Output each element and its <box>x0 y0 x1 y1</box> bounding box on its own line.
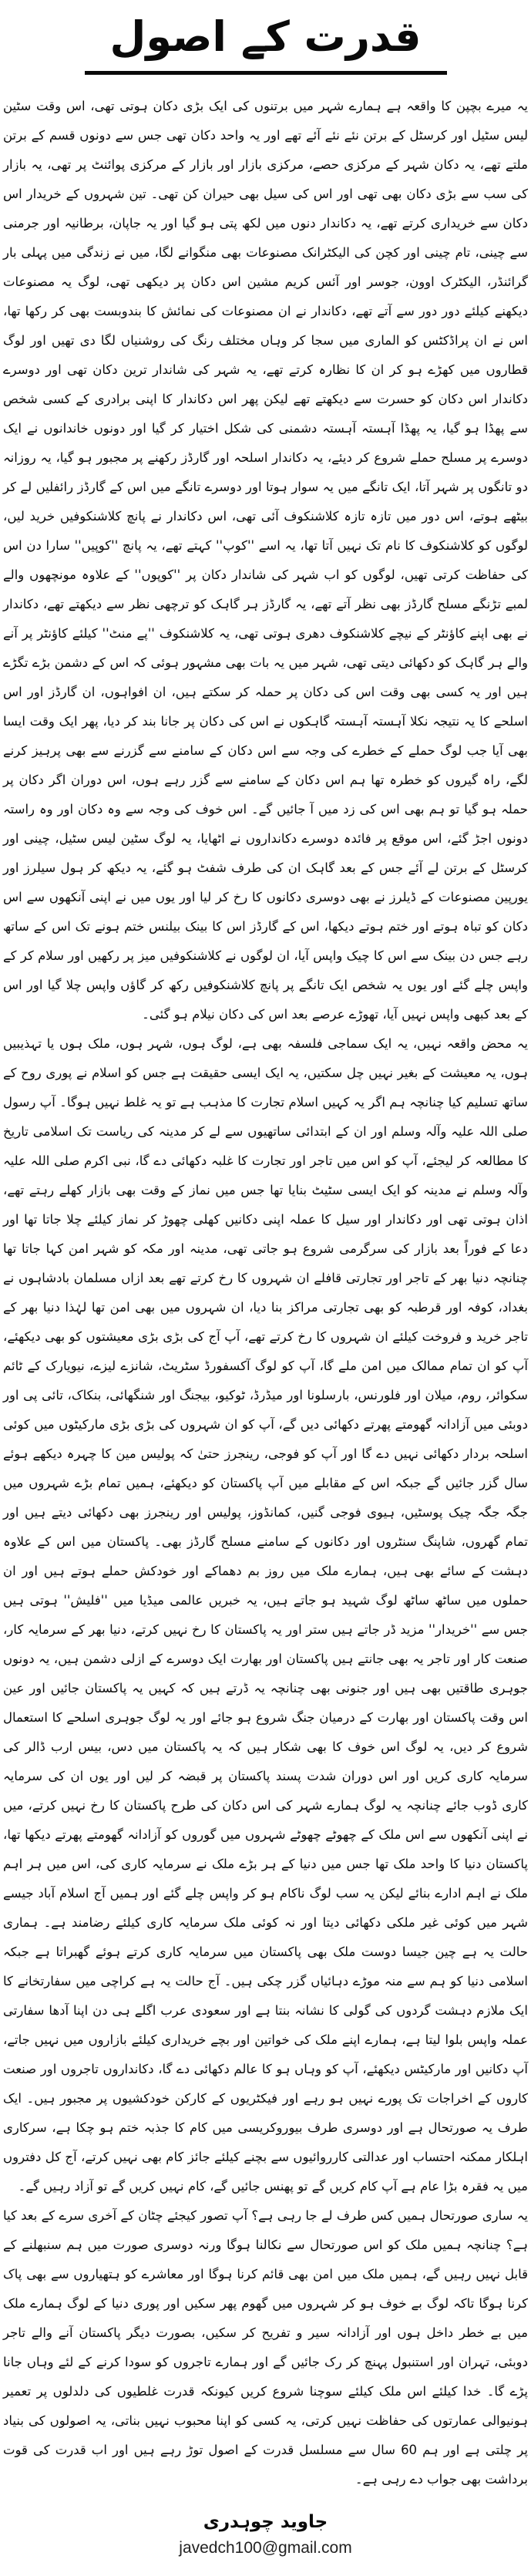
author-name: جاوید چوہدری <box>203 2511 328 2532</box>
article-body <box>3 92 528 2494</box>
paragraph-analysis: یہ محض واقعہ نہیں، یہ ایک سماجی فلسفہ بھی ہے، لوگ ہوں، شہر ہوں، ملک ہوں یا تہذیبیں ہوں، یہ معیشت کے بغیر نہیں چل سکتیں، یہ ایک ایسی حقیقت ہے جس کو اسلام نے پوری روح کے ساتھ تسلیم کیا چنانچہ ہم اگر یہ کہیں اسلام تجارت کا مذہب ہے تو یہ غلط نہیں ہوگا۔ آپ رسول صلی اللہ علیہ وآلہ وسلم اور ان کے ابتدائی ساتھیوں سے لے کر مدینہ کی ریاست تک اسلامی تاریخ کا مطالعہ کر لیجئے، آپ کو اس میں تاجر اور تجارت کا غلبہ دکھائی دے گا، نبی اکرم صلی اللہ علیہ وآلہ وسلم نے مدینہ کو ایک ایسی سٹیٹ بنایا تھا جس میں نماز کے وقت بھی بازار کھلے رہتے تھے، اذان ہوتی تھی اور دکاندار اور سیل کا عملہ اپنی دکانیں کھلی چھوڑ کر نماز کیلئے چلا جاتا تھا اور دعا کے فوراً بعد بازار کی سرگرمی شروع ہو جاتی تھی، مدینہ اور مکہ کو شہر امن کہا جاتا تھا چنانچہ دنیا بھر کے تاجر اور تجارتی قافلے ان شہروں کا رخ کرتے تھے بعد ازاں مسلمان بادشاہوں نے بغداد، کوفہ اور قرطبہ کو بھی تجارتی مراکز بنا دیا، ان شہروں میں بھی امن تھا لہٰذا دنیا بھر کے تاجر خرید و فروخت کیلئے ان شہروں کا رخ کرتے تھے، آپ آج کی بڑی بڑی معیشتوں کو بھی دیکھئے، آپ کو ان تمام ممالک میں امن ملے گا، آپ کو لوگ آکسفورڈ سٹریٹ، شانزے لیزے، نیویارک کے ٹائم سکوائر، روم، میلان اور فلورنس، بارسلونا اور میڈرڈ، ٹوکیو، بیجنگ اور شنگھائی، بنکاک، تائی پی اور دوبئی میں آزادانہ گھومتے پھرتے دکھائی دیں گے، آپ کو ان شہروں کی بڑی بڑی مارکیٹوں میں کوئی اسلحہ بردار دکھائی نہیں دے گا اور آپ کو فوجی، رینجرز حتیٰ کہ پولیس مین کا چہرہ دیکھے ہوئے سال گزر جائیں گے جبکہ اس کے مقابلے میں آپ پاکستان کو دیکھئے، ہمیں تمام بڑے شہروں میں جگہ جگہ چیک پوسٹیں، ہیوی فوجی گنیں، کمانڈوز، پولیس اور رینجرز بھی دکھائی دیتے ہیں اور تمام گھروں، شاپنگ سنٹروں اور دکانوں کے سامنے مسلح گارڈز بھی۔ پاکستان میں اس کے علاوہ دہشت کے سائے بھی ہیں، ہمارے ملک میں روز بم دھماکے اور خودکش حملے ہوتے ہیں اور ان حملوں میں ساٹھ ساٹھ لوگ شہید ہو جاتے ہیں، یہ خبریں عالمی میڈیا میں ''فلیش'' ہوتی ہیں جس سے ''خریدار'' مزید ڈر جاتے ہیں ستر اور یہ پاکستان کا رخ نہیں کرتے، دنیا بھر کے سرمایہ کار، صنعت کار اور تاجر یہ بھی جانتے ہیں پاکستان اور بھارت ایک دوسرے کے ازلی دشمن ہیں، یہ دونوں جوہری طاقتیں بھی ہیں اور جنونی بھی چنانچہ یہ ڈرتے ہیں کہ کہیں یہ پاکستان جائیں اور عین اس وقت پاکستان اور بھارت کے درمیان جنگ شروع ہو جائے اور یہ لوگ جوہری اسلحے کا استعمال شروع کر دیں، یہ لوگ اس خوف کا بھی شکار ہیں کہ یہ پاکستان میں دس، بیس ارب ڈالر کی سرمایہ کاری کریں اور اس دوران شدت پسند پاکستان پر قبضہ کر لیں اور یوں ان کی سرمایہ کاری ڈوب جائے چنانچہ یہ لوگ ہمارے شہر کی اس دکان کی طرح پاکستان کا رخ نہیں کرتے، میں نے اپنی آنکھوں سے اس ملک کے چھوٹے چھوٹے شہروں میں گوروں کو آزادانہ گھومتے پھرتے دیکھا تھا، پاکستان دنیا کا واحد ملک تھا جس میں دنیا کے ہر بڑے ملک نے سرمایہ کاری کی، اس میں ہر اہم ملک نے اہم ادارے بنائے لیکن یہ سب لوگ ناکام ہو کر واپس چلے گئے اور ہمیں آج اسلام آباد جیسے شہر میں کوئی غیر ملکی دکھائی دیتا اور نہ کوئی ملک سرمایہ کاری کیلئے رضامند ہے۔ ہماری حالت یہ ہے چین جیسا دوست ملک بھی پاکستان میں سرمایہ کاری کرتے ہوئے گھبراتا ہے جبکہ اسلامی دنیا کو ہم سے منہ موڑے دہائیاں گزر چکی ہیں۔ آج حالت یہ ہے کراچی میں سفارتخانے کا ایک ملازم دہشت گردوں کی گولی کا نشانہ بنتا ہے اور سعودی عرب اگلے ہی دن اپنا آدھا سفارتی عملہ واپس بلوا لیتا ہے، ہمارے اپنے ملک کی خواتین اور بچے خریداری کیلئے بازاروں میں نہیں جاتے، آپ دکانیں اور مارکیٹس دیکھئے، آپ کو وہاں ہو کا عالم دکھائی دے گا، دکانداروں تاجروں اور صنعت کاروں کے اخراجات تک پورے نہیں ہو رہے اور فیکٹریوں کے کارکن خودکشیوں پر مجبور ہیں۔ ایک طرف یہ صورتحال ہے اور دوسری طرف بیوروکریسی میں کام کا جذبہ ختم ہو چکا ہے، سرکاری اہلکار ممکنہ احتساب اور عدالتی کارروائیوں سے بچنے کیلئے جائز کام بھی نہیں کرتے، آج کل دفتروں میں یہ فقرہ بڑا عام ہے آپ کام کریں گے تو پھنس جائیں گے، کام نہیں کریں گے تو آزاد رہیں گے۔ <box>3 1035 528 2194</box>
article-title: قدرت کے اصول <box>109 12 422 61</box>
title-divider <box>85 71 447 75</box>
paragraph-story: یہ میرے بچپن کا واقعہ ہے ہمارے شہر میں برتنوں کی ایک بڑی دکان ہوتی تھی، اس وقت سٹین لیس سٹیل اور کرسٹل کے برتن نئے نئے آئے تھے اور یہ واحد دکان تھی جس سے دونوں قسم کے برتن ملتے تھے، یہ دکان شہر کے مرکزی حصے، مرکزی بازار اور بازار کے مرکزی پوائنٹ پر تھی، یہ بازار کی سب سے بڑی دکان بھی تھی اور اس کی سیل بھی حیران کن تھی۔ تین شہروں کے خریدار اس دکان سے خریداری کرتے تھے، یہ دکاندار دنوں میں لکھ پتی ہو گیا اور یہ جاپان، برطانیہ اور جرمنی سے چینی، تام چینی اور کچن کی الیکٹرانک مصنوعات بھی منگوانے لگا، میں نے زندگی میں پہلی بار گرائنڈر، الیکٹرک اوون، جوسر اور آئس کریم مشین اس دکان پر دیکھی تھی، لوگ یہ مصنوعات دیکھنے کیلئے دور دور سے آتے تھے، دکاندار نے ان مصنوعات کی نمائش کا بندوبست بھی کر رکھا تھا، اس نے ان پراڈکٹس کو الماری میں سجا کر وہاں مختلف رنگ کی روشنیاں لگا دی تھیں اور لوگ قطاروں میں کھڑے ہو کر ان کا نظارہ کرتے تھے، یہ شہر کی شاندار ترین دکان تھی اور دوسرے دکاندار اس دکان کو حسرت سے دیکھتے تھے لیکن پھر اس دکاندار کا اپنی برادری کے کسی شخص سے پھڈا ہو گیا، یہ پھڈا آہستہ آہستہ دشمنی کی شکل اختیار کر گیا اور دونوں خاندانوں نے ایک دوسرے پر مسلح حملے شروع کر دیئے، یہ دکاندار اسلحہ اور گارڈز رکھنے پر مجبور ہو گیا، یہ روزانہ دو تانگوں پر شہر آتا، ایک تانگے میں یہ سوار ہوتا اور دوسرے تانگے میں اس کے گارڈز رائفلیں لے کر بیٹھے ہوتے، اس دور میں تازہ تازہ کلاشنکوف آئی تھی، اس دکاندار نے پانچ کلاشنکوفیں خرید لیں، لوگوں کو کلاشنکوف کا نام تک نہیں آتا تھا، یہ اسے ''کوپ'' کہتے تھے، یہ پانچ ''کوپیں'' سارا دن اس کی حفاظت کرتی تھیں، لوگوں کو اب شہر کی شاندار دکان پر ''کوپوں'' کے علاوہ مونچھوں والے لمبے تڑنگے مسلح گارڈز بھی نظر آتے تھے، یہ گارڈز ہر گاہک کو ترچھی نظر سے دیکھتے تھے، دکاندار نے بھی اپنے کاؤنٹر کے نیچے کلاشنکوف دھری ہوتی تھی، یہ کلاشنکوف ''پے منٹ'' کیلئے کاؤنٹر پر آنے والے ہر گاہک کو دکھائی دیتی تھی، شہر میں یہ بات بھی مشہور ہوئی کہ اس کے دشمن بڑے تگڑے ہیں اور یہ کسی بھی وقت اس کی دکان پر حملہ کر سکتے ہیں، ان افواہوں، ان گارڈز اور اس اسلحے کا یہ نتیجہ نکلا آہستہ آہستہ گاہکوں نے اس کی دکان پر جانا بند کر دیا، پھر ایک وقت ایسا بھی آیا جب لوگ حملے کے خطرے کی وجہ سے اس دکان کے سامنے سے گزرنے سے بھی پرہیز کرنے لگے، راہ گیروں کو خطرہ تھا ہم اس دکان کے سامنے سے گزر رہے ہوں، اس دوران اگر دکان پر حملہ ہو گیا تو ہم بھی اس کی زد میں آ جائیں گے۔ اس خوف کی وجہ سے وہ دکان اور وہ راستہ دونوں اجڑ گئے، اس موقع پر فائدہ دوسرے دکانداروں نے اٹھایا، یہ لوگ سٹین لیس سٹیل، چینی اور کرسٹل کے برتن لے آئے جس کے بعد گاہک ان کی طرف شفٹ ہو گئے، یہ دیکھ کر ہول سیلرز اور یورپین مصنوعات کے ڈیلرز نے بھی دوسری دکانوں کا رخ کر لیا اور یوں میں نے اپنی آنکھوں سے اس دکان کو تباہ ہوتے اور ختم ہوتے دیکھا، اس کے گارڈز اس کا بینک بیلنس ختم ہونے تک اس کے ساتھ رہے جس دن بینک سے اس کا چیک واپس آیا، ان لوگوں نے کلاشنکوفیں میز پر رکھیں اور سلام کر کے واپس چلے گئے اور یوں یہ شخص ایک تانگے پر پانچ کلاشنکوفیں رکھ کر گاؤں واپس چلا گیا اور اس کے بعد کبھی واپس نہیں آیا، تھوڑے عرصے بعد اس کی دکان نیلام ہو گئی۔ <box>3 98 528 1022</box>
article-footer <box>3 2508 528 2561</box>
author-email-link[interactable]: javedch100@gmail.com <box>179 2539 352 2557</box>
paragraph-conclusion: یہ ساری صورتحال ہمیں کس طرف لے جا رہی ہے؟ آپ تصور کیجئے چٹان کے آخری سرے کے بعد کیا ہے؟ چنانچہ ہمیں ملک کو اس صورتحال سے نکالنا ہوگا ورنہ دوسری صورت میں ہم سنبھلنے کے قابل نہیں رہیں گے، ہمیں ملک میں امن بھی قائم کرنا ہوگا اور معاشرے کو ہتھیاروں سے بھی پاک کرنا ہوگا تاکہ لوگ بے خوف ہو کر شہروں میں گھوم پھر سکیں اور پوری دنیا کے لوگ ہمارے ملک میں بے خطر داخل ہوں اور آزادانہ سیر و تفریح کر سکیں، بصورت دیگر پاکستان آنے والے تاجر دوبئی، تہران اور استنبول پہنچ کر رک جائیں گے اور ہمارے تاجروں کو سودا کرنے کے لئے وہاں جانا پڑے گا۔ خدا کیلئے اس ملک کیلئے سوچنا شروع کریں کیونکہ قدرت غلطیوں کی دلدلوں پر تعمیر ہونیوالی عمارتوں کی حفاظت نہیں کرتی، یہ کسی کو اپنا محبوب نہیں بناتی، یہ اصولوں کی بنیاد پر چلتی ہے اور ہم 60 سال سے مسلسل قدرت کے اصول توڑ رہے ہیں اور اب قدرت کی قوت برداشت بھی جواب دے رہی ہے۔ <box>3 2207 529 2487</box>
